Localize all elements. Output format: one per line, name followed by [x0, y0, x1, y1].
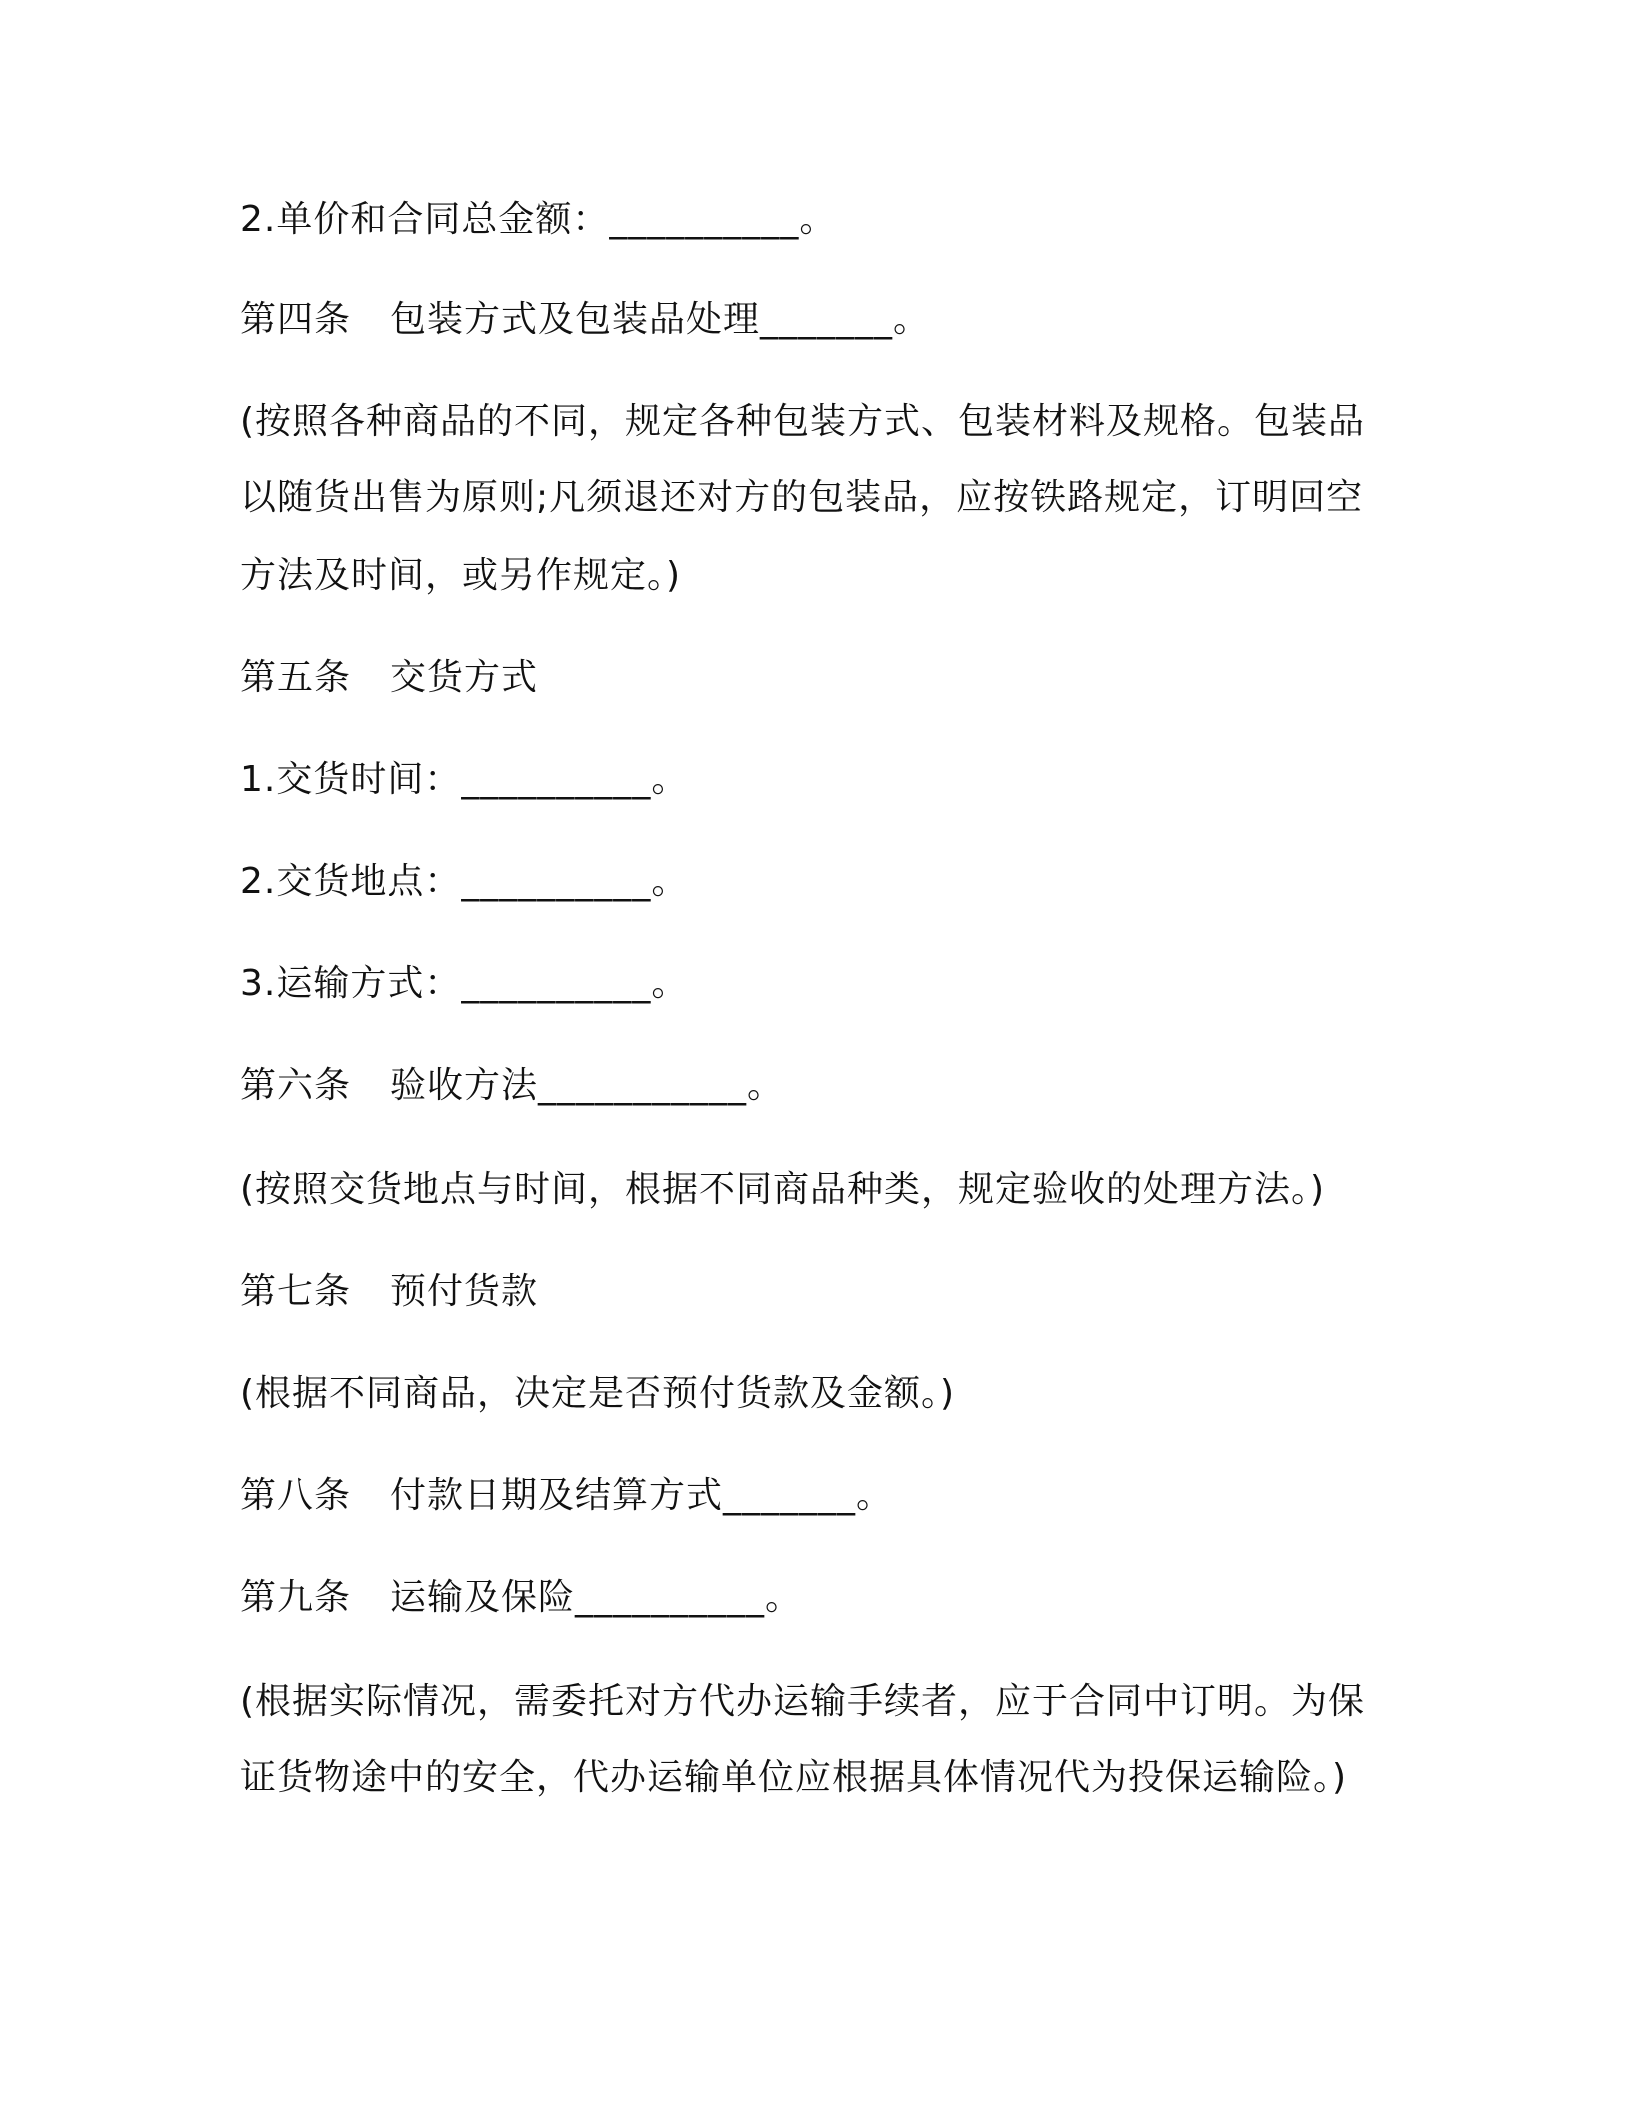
article-9-heading	[240, 1576, 1400, 1620]
article-title: 交货方式	[390, 657, 539, 698]
article-4-note-line-1	[240, 400, 1400, 444]
article-9-note-line-2	[240, 1756, 1400, 1800]
article-number: 第七条	[240, 1271, 352, 1312]
clause-delivery-place	[240, 860, 1400, 904]
article-4-heading	[240, 298, 1400, 342]
article-9-note-line-1	[240, 1680, 1400, 1724]
clause-delivery-time	[240, 758, 1400, 802]
article-7-heading	[240, 1270, 1400, 1314]
line-text: (根据实际情况，需委托对方代办运输手续者，应于合同中订明。为保	[240, 1681, 1366, 1722]
article-title: 验收方法___________。	[390, 1065, 785, 1106]
article-6-note	[240, 1168, 1400, 1212]
article-number: 第九条	[240, 1577, 352, 1618]
line-text: 1.交货时间：__________。	[240, 759, 689, 800]
line-text: (按照交货地点与时间，根据不同商品种类，规定验收的处理方法。)	[240, 1169, 1326, 1210]
article-8-heading	[240, 1474, 1400, 1518]
article-number: 第四条	[240, 299, 352, 340]
article-7-note	[240, 1372, 1400, 1416]
line-text: 证货物途中的安全，代办运输单位应根据具体情况代为投保运输险。)	[240, 1757, 1348, 1798]
article-number: 第六条	[240, 1065, 352, 1106]
article-5-heading	[240, 656, 1400, 700]
article-title: 运输及保险__________。	[390, 1577, 803, 1618]
article-number: 第五条	[240, 657, 352, 698]
article-number: 第八条	[240, 1475, 352, 1516]
line-text: 2.单价和合同总金额：__________。	[240, 199, 837, 240]
clause-transport-mode	[240, 962, 1400, 1006]
article-4-note-line-3	[240, 554, 1400, 598]
article-4-note-line-2	[240, 476, 1400, 520]
article-6-heading	[240, 1064, 1400, 1108]
article-title: 付款日期及结算方式_______。	[390, 1475, 894, 1516]
line-text: (按照各种商品的不同，规定各种包装方式、包装材料及规格。包装品	[240, 401, 1366, 442]
line-text: 以随货出售为原则;凡须退还对方的包装品，应按铁路规定，订明回空	[240, 477, 1364, 518]
line-text: 2.交货地点：__________。	[240, 861, 689, 902]
article-title: 预付货款	[390, 1271, 539, 1312]
line-text: 方法及时间，或另作规定。)	[240, 555, 682, 596]
line-text: 3.运输方式：__________。	[240, 963, 689, 1004]
line-text: (根据不同商品，决定是否预付货款及金额。)	[240, 1373, 956, 1414]
clause-unit-price-total	[240, 198, 1400, 242]
article-title: 包装方式及包装品处理_______。	[390, 299, 931, 340]
